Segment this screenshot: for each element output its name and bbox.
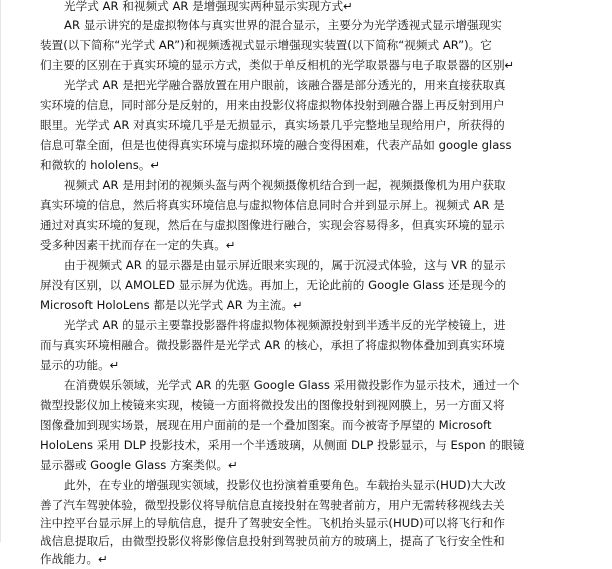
text-line: 图像叠加到现实场景，展现在用户面前的是一个叠加图案。而今被寄予厚望的 Microsoft bbox=[40, 418, 492, 432]
text-line: 注中控平台显示屏上的导航信息，提升了驾驶安全性。飞机抬头显示(HUD)可以将飞行和作 bbox=[40, 516, 505, 530]
page-edge bbox=[0, 0, 1, 542]
text-line: 由于视频式 AR 的显示器是由显示屏近眼来实现的，属于沉浸式体验，这与 VR 的显示 bbox=[64, 258, 506, 272]
text-line: 眼里。光学式 AR 对真实环境几乎是无损显示，真实场景几乎完整地呈现给用户，所获得的 bbox=[40, 118, 505, 132]
text-line: 实环境的信息，同时部分是反射的，用来由投影仪将虚拟物体投射到融合器上再反射到用户 bbox=[40, 98, 505, 112]
text-line: 显示器或 Google Glass 方案类似。↵ bbox=[40, 458, 238, 472]
text-line: 善了汽车驾驶体验，微型投影仪将导航信息直接投射在驾驶者前方，用户无需转移视线去关 bbox=[40, 498, 505, 512]
text-line: 装置(以下简称“光学式 AR”)和视频透视式显示增强现实装置(以下简称“视频式 AR”)。它 bbox=[40, 38, 492, 52]
text-line: 而与真实环境相融合。微投影器件是光学式 AR 的核心，承担了将虚拟物体叠加到真实环境 bbox=[40, 338, 505, 352]
text-line: HoloLens 采用 DLP 投影技术，采用一个半透玻璃，从侧面 DLP 投影显示，与 Espon 的眼镜 bbox=[40, 438, 525, 452]
text-line: 光学式 AR 是把光学融合器放置在用户眼前，该融合器是部分透光的，用来直接获取真 bbox=[64, 78, 506, 92]
text-line: 们主要的区别在于真实环境的显示方式，类似于单反相机的光学取景器与电子取景器的区别↵ bbox=[40, 58, 515, 72]
text-line: 和微软的 hololens。↵ bbox=[40, 158, 161, 172]
text-line: 作战能力。↵ bbox=[40, 552, 108, 566]
text-line: 战信息提取后，由微型投影仪将影像信息投射到驾驶员前方的玻璃上，提高了飞行安全性和 bbox=[40, 534, 505, 548]
text-line: 视频式 AR 是用封闭的视频头盔与两个视频摄像机结合到一起，视频摄像机为用户获取 bbox=[64, 178, 506, 192]
text-line: 真实环境的信息，然后将真实环境信息与虚拟物体信息同时合并到显示屏上。视频式 AR 是 bbox=[40, 198, 505, 212]
heading-line: 光学式 AR 和视频式 AR 是增强现实两种显示实现方式↵ bbox=[64, 0, 353, 13]
text-line: 屏没有区别，以 AMOLED 显示屏为优选。再加上，无论此前的 Google Glass 还是现今的 bbox=[40, 278, 507, 292]
text-line: 信息可靠全面，但是也使得真实环境与虚拟环境的融合变得困难，代表产品如 google glass bbox=[40, 138, 512, 152]
text-line: 受多种因素干扰而存在一定的失真。↵ bbox=[40, 238, 236, 252]
text-line: Microsoft HoloLens 都是以光学式 AR 为主流。↵ bbox=[40, 298, 303, 312]
text-line: AR 显示讲究的是虚拟物体与真实世界的混合显示，主要分为光学透视式显示增强现实 bbox=[64, 18, 502, 32]
text-line: 通过对真实环境的复现，然后在与虚拟图像进行融合，实现会容易得多，但真实环境的显示 bbox=[40, 218, 505, 232]
text-line: 光学式 AR 的显示主要靠投影器件将虚拟物体视频源投射到半透半反的光学棱镜上，进 bbox=[64, 318, 506, 332]
text-line: 此外，在专业的增强现实领域，投影仪也扮演着重要角色。车载抬头显示(HUD)大大改 bbox=[64, 478, 506, 492]
text-line: 微型投影仪加上棱镜来实现，棱镜一方面将微投发出的图像投射到视网膜上，另一方面又将 bbox=[40, 398, 505, 412]
text-line: 显示的功能。↵ bbox=[40, 358, 120, 372]
text-line: 在消费娱乐领域，光学式 AR 的先驱 Google Glass 采用微投影作为显示技术，通过一个 bbox=[64, 378, 520, 392]
